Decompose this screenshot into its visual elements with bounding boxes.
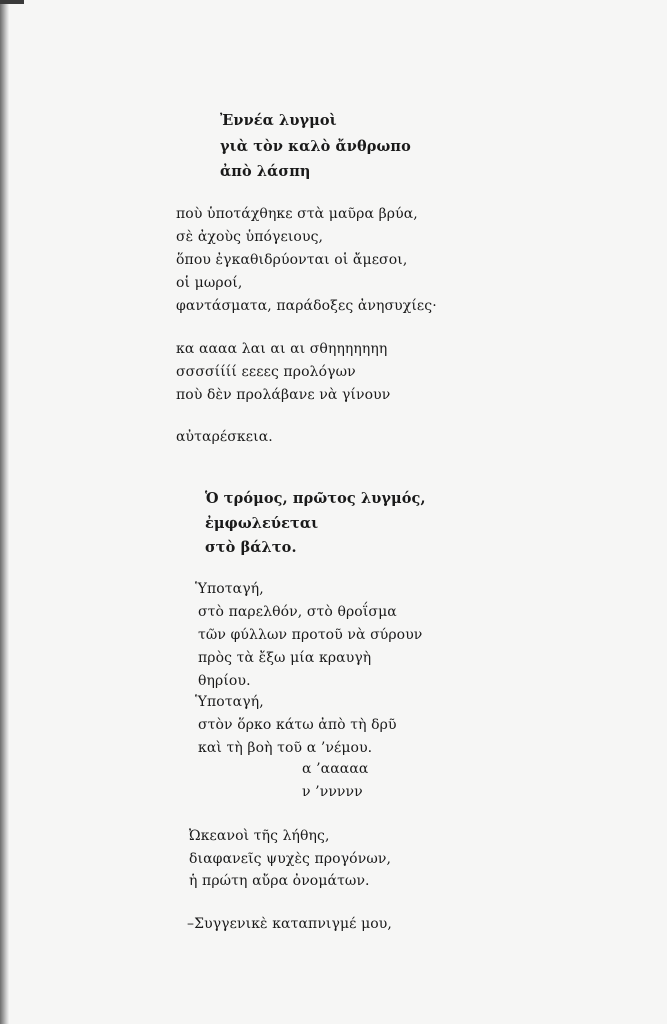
poem-line: τῶν φύλλων προτοῦ νὰ σύρουν: [198, 627, 423, 643]
poem-line: θηρίου.: [198, 673, 251, 689]
heading-line: ἀπὸ λάσπη: [220, 163, 311, 180]
poem-line: Ὑποταγή,: [195, 694, 264, 710]
poem-line: στὸν ὅρκο κάτω ἀπὸ τὴ δρῦ: [198, 717, 397, 733]
scan-corner-mark: [0, 0, 24, 4]
heading-line: στὸ βάλτο.: [205, 539, 297, 556]
heading-line: Ἐννέα λυγμοὶ: [220, 112, 337, 129]
poem-line: καὶ τὴ βοὴ τοῦ α ’νέμου.: [198, 740, 373, 756]
poem-line: σὲ ἀχοὺς ὑπόγειους,: [176, 229, 324, 245]
poem-line: ποὺ δὲν προλάβανε νὰ γίνουν: [176, 387, 391, 403]
heading-line: ἐμφωλεύεται: [205, 515, 319, 532]
poem-line: α ’ααααα: [302, 761, 369, 777]
poem-line: ποὺ ὑποτάχθηκε στὰ μαῦρα βρύα,: [176, 206, 418, 222]
poem-line: Ὑποταγή,: [195, 581, 264, 597]
poem-line: οἱ μωροί,: [176, 275, 243, 291]
poem-line: σσσσίίίί εεεες προλόγων: [176, 364, 356, 380]
poem-line: διαφανεῖς ψυχὲς προγόνων,: [189, 851, 391, 867]
poem-line: ν ’ννννν: [302, 784, 363, 800]
poem-line: πρὸς τὰ ἔξω μία κραυγὴ: [198, 650, 372, 666]
poem-line: ἡ πρώτη αὔρα ὀνομάτων.: [189, 873, 370, 889]
heading-line: γιὰ τὸν καλὸ ἄνθρωπο: [220, 138, 411, 155]
poem-line: φαντάσματα, παράδοξες ἀνησυχίες·: [176, 298, 437, 314]
book-gutter-edge: [0, 0, 9, 1024]
poem-line: στὸ παρελθόν, στὸ θροΐσμα: [198, 604, 397, 620]
poem-line: ὅπου ἐγκαθιδρύονται οἱ ἄμεσοι,: [176, 252, 408, 268]
poem-line: αὐταρέσκεια.: [176, 429, 273, 445]
poem-line: –Συγγενικὲ καταπνιγμέ μου,: [187, 916, 392, 932]
poem-line: κα αααα λαι αι αι σθηηηηηηη: [176, 341, 388, 357]
heading-line: Ὁ τρόμος, πρῶτος λυγμός,: [205, 490, 426, 507]
poem-line: Ὠκεανοὶ τῆς λήθης,: [189, 828, 330, 844]
